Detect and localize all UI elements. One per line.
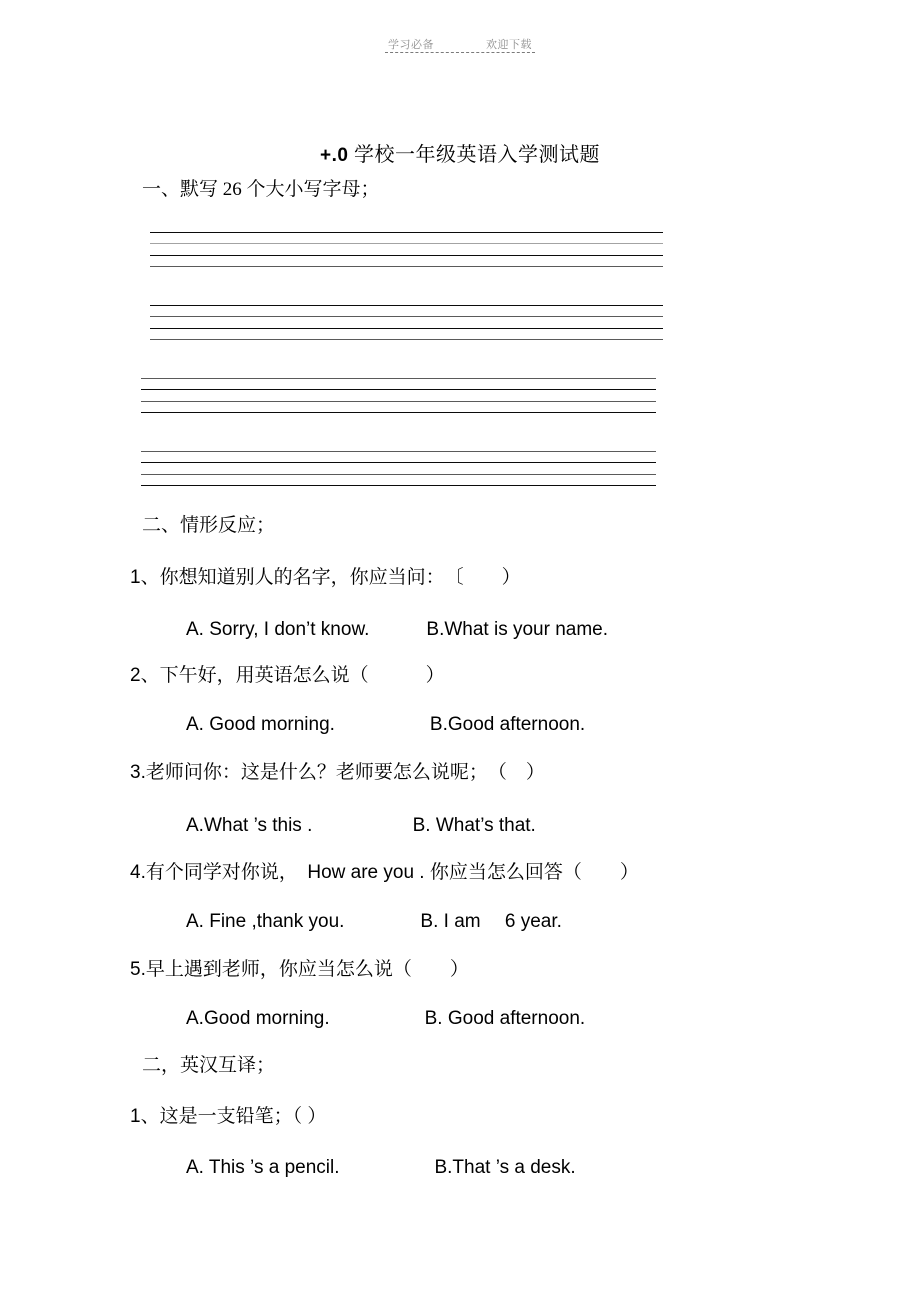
title-code: +.0 [320,145,349,166]
title-text: 学校一年级英语入学测试题 [353,144,600,166]
question-prompt-5: 5.早上遇到老师，你应当怎么说（ ） [130,959,469,980]
translation-question-prompt-1: 1、这是一支铅笔；（ ） [130,1106,327,1127]
section-heading-2: 二、情形反应； [142,515,276,536]
question-prompt-2: 2、下午好，用英语怎么说（ ） [130,665,445,686]
question-prompt-3: 3.老师问你：这是什么？老师要怎么说呢； （ ） [130,762,545,783]
header-dashed-rule [385,52,535,53]
question-options-2: A. Good morning. B.Good afternoon. [186,714,586,735]
watermark-left-text: 学习必备 [388,39,434,51]
question-options-4: A. Fine ,thank you. B. I am 6 year. [186,911,562,932]
watermark-right-text: 欢迎下载 [486,39,532,51]
section-heading-3: 二，英汉互译； [142,1055,276,1076]
question-options-5: A.Good morning. B. Good afternoon. [186,1008,586,1029]
writing-stave-group-1 [150,232,663,267]
question-options-1: A. Sorry, I don’t know. B.What is your name. [186,619,609,640]
stave-rule [150,339,663,340]
stave-rule [141,485,656,486]
question-prompt-1: 1、你想知道别人的名字，你应当问： 〔 ） [130,567,521,588]
writing-stave-group-3 [141,378,656,413]
writing-stave-group-2 [150,305,663,340]
section-heading-1: 一、默写 26 个大小写字母； [142,179,380,200]
question-options-3: A.What ’s this . B. What’s that. [186,815,536,836]
page-title [0,138,920,167]
stave-rule [150,266,663,267]
stave-rule [141,412,656,413]
translation-question-options-1: A. This ’s a pencil. B.That ’s a desk. [186,1157,576,1178]
question-prompt-4: 4.有个同学对你说， How are you . 你应当怎么回答（ ） [130,862,639,883]
writing-stave-group-4 [141,451,656,486]
page-watermark-header [0,36,920,52]
